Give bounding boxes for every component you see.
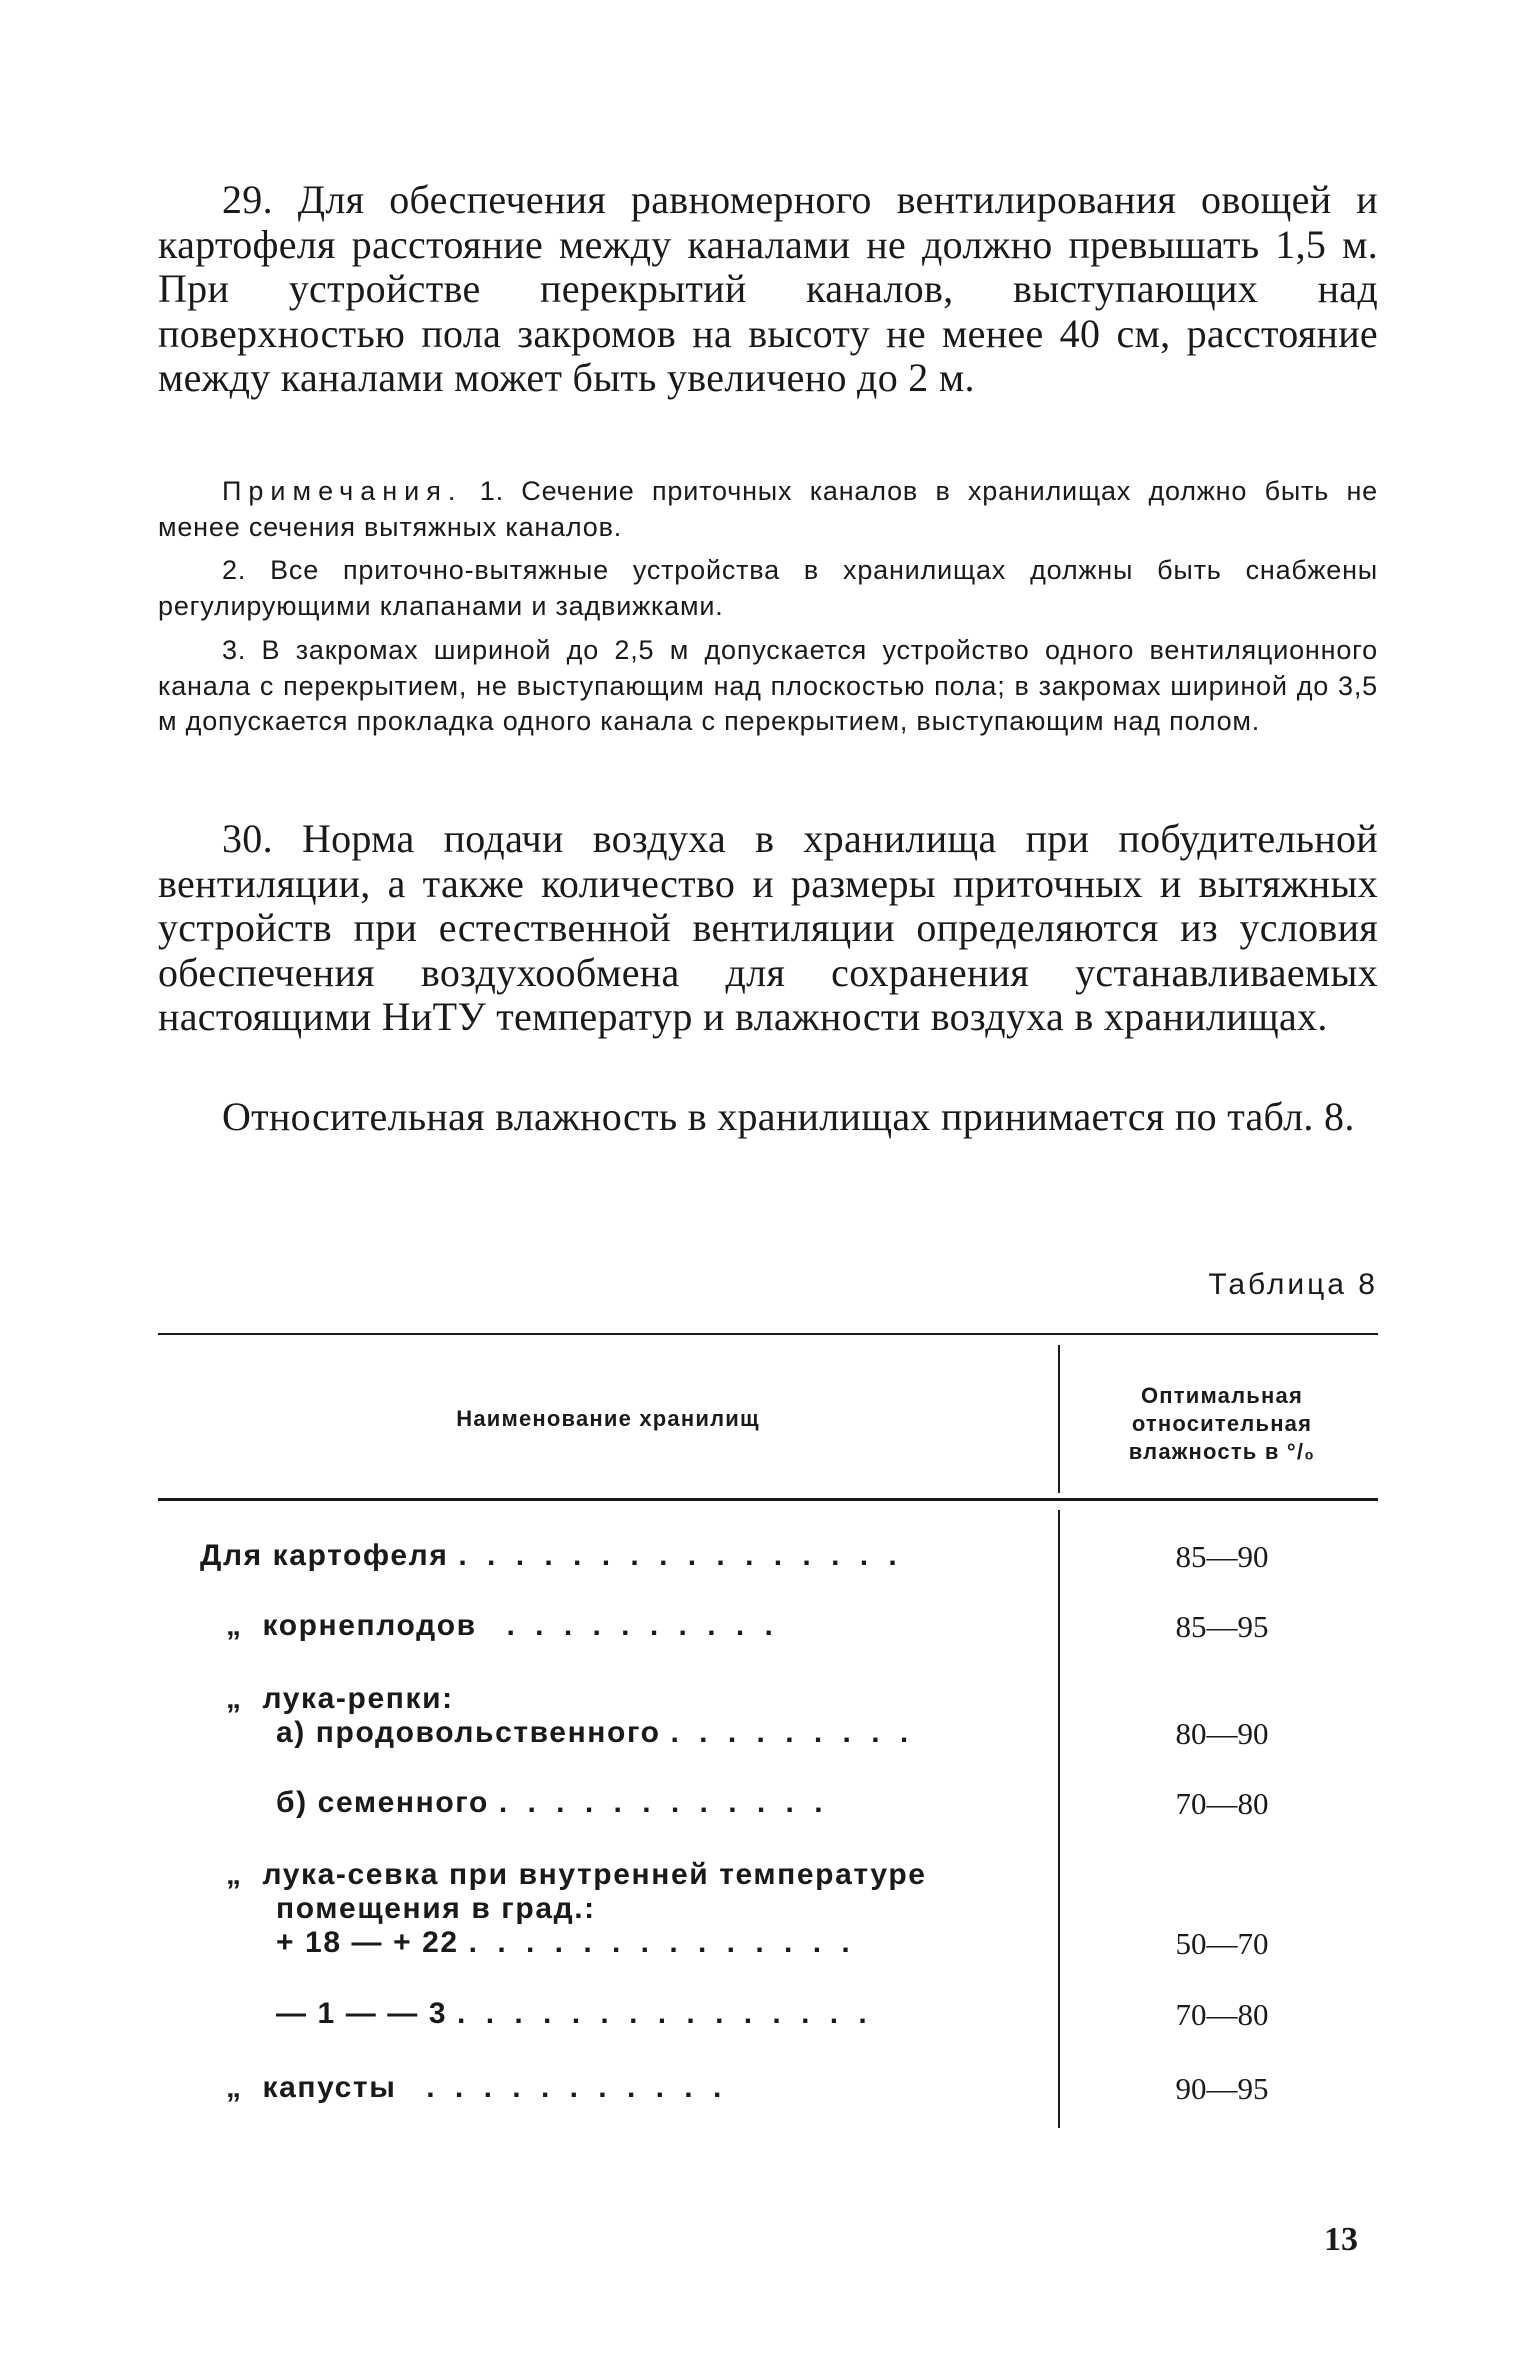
table-row-temp-high [276,1926,856,1960]
row-name: б) семенного [276,1786,489,1819]
table-header-humidity [1072,1382,1372,1466]
note-3: 3. В закромах шириной до 2,5 м допускается устройство одного вентиляционного канала с перекрытием, не выступающим над плоскостью пола; в закромах шириной до 3,5 м допускается прокладка одного канала с перекрытием, выступающим над полом. [158,635,1378,736]
header-humidity-line-3: влажность в °/₀ [1128,1439,1316,1464]
note-1-text: 1. Сечение приточных каналов в хранилищах должно быть не менее сечения вытяжных каналов. [158,476,1378,542]
table-body-divider [1058,1510,1060,2128]
row-name: + 18 — + 22 [276,1926,459,1959]
dot-leader: . . . . . . . . . . . . . . . . [458,1539,903,1572]
row-value-root-crops: 85—95 [1175,1609,1269,1644]
notes-label: Примечания. [222,476,463,506]
table-row-onion-bulb [226,1682,454,1716]
paragraph-30: 30. Норма подачи воздуха в хранилища при побудительной вентиляции, а также количество и размеры приточных и вытяжных устройств при естественной вентиляции определяются из условия обеспечения воздухообмена для сохранения устанавливаемых настоящими НиТУ температур и влажности воздуха в хранилищах. [158,816,1378,1040]
table-row-potato [200,1539,903,1573]
table-header-divider [1058,1345,1060,1493]
table-row-onion-seed [276,1786,829,1820]
paragraph-29: 29. Для обеспечения равномерного вентилирования овощей и картофеля расстояние между каналами не должно превышать 1,5 м. При устройстве перекрытий каналов, выступающих над поверхностью пола закромов на высоту не менее 40 см, расстояние между каналами может быть увеличено до 2 м. [158,177,1378,401]
table-row-onion-sets [226,1858,927,1892]
row-value-temp-low: 70—80 [1175,1997,1269,2032]
dot-leader: . . . . . . . . . . . . . . [468,1926,856,1959]
note-1 [158,474,1378,545]
table-caption: Таблица 8 [1208,1268,1378,1301]
row-name: капусты [262,2071,397,2104]
header-humidity-line-2: относительная [1131,1411,1313,1436]
page-number: 13 [1324,2221,1358,2258]
ditto-mark: „ [226,2071,243,2104]
row-name: лука-севка при внутренней температуре [262,1858,927,1891]
ditto-mark: „ [226,1682,243,1715]
table-header-name: Наименование хранилищ [456,1406,760,1431]
row-name: Для картофеля [200,1539,449,1572]
dot-leader: . . . . . . . . . . [506,1609,779,1642]
note-2: 2. Все приточно-вытяжные устройства в хранилищах должны быть снабжены регулирующими клапанами и задвижками. [158,555,1378,621]
row-name: — 1 — — 3 [276,1997,448,2030]
table-row-cabbage [226,2071,727,2105]
row-value-onion-food: 80—90 [1175,1716,1269,1751]
dot-leader: . . . . . . . . . . . [426,2071,728,2104]
row-value-cabbage: 90—95 [1175,2071,1269,2106]
row-name: корнеплодов [262,1609,477,1642]
header-humidity-line-1: Оптимальная [1141,1383,1303,1408]
dot-leader: . . . . . . . . . . . . . . . [457,1997,873,2030]
table-row-root-crops [226,1609,779,1643]
table-row-onion-sets-cont: помещения в град.: [276,1892,596,1925]
table-row-temp-low [276,1997,873,2031]
row-value-onion-seed: 70—80 [1175,1786,1269,1821]
row-name: лука-репки: [262,1682,454,1715]
dot-leader: . . . . . . . . . . . . [498,1786,829,1819]
paragraph-30-continuation: Относительная влажность в хранилищах принимается по табл. 8. [222,1094,1355,1139]
row-value-potato: 85—90 [1175,1539,1269,1574]
row-value-temp-high: 50—70 [1175,1926,1269,1961]
row-name: а) продовольственного [276,1716,661,1749]
ditto-mark: „ [226,1609,243,1642]
ditto-mark: „ [226,1858,243,1891]
dot-leader: . . . . . . . . . [670,1716,915,1749]
table-top-rule [158,1333,1378,1335]
table-header-rule [158,1498,1378,1501]
table-row-onion-food [276,1716,914,1750]
